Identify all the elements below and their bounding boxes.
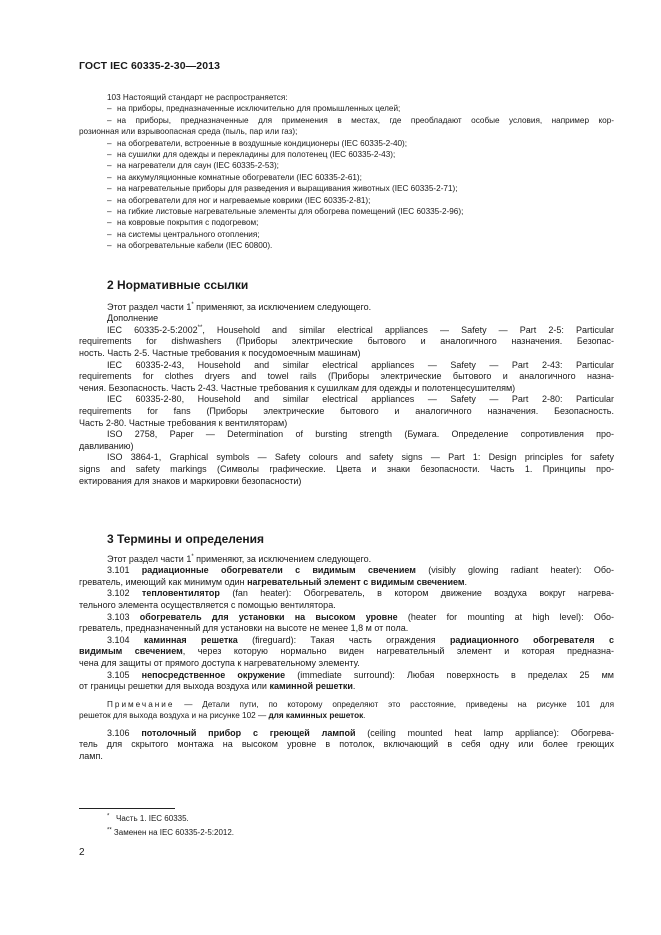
list-item: – на сушилки для одежды и перекладины для полотенец (IEC 60335-2-43); — [107, 150, 396, 160]
term-3-101: 3.101 радиационные обогреватели с видимым свечением (visibly glowing radiant heater): Обо- — [107, 565, 614, 576]
list-item: – на приборы, предназначенные для применения в местах, где преобладают особые условия, например кор- — [107, 115, 614, 125]
footnote: * Часть 1. IEC 60335. — [107, 813, 189, 823]
term-3-104: 3.104 каминная решетка (fireguard): Такая часть ограждения радиационного обогревателя с — [107, 634, 614, 645]
document-header: ГОСТ IEC 60335-2-30—2013 — [79, 60, 221, 72]
addition-label: Дополнение — [107, 313, 159, 324]
term-3-101-cont: греватель, имеющий как минимум один нагревательный элемент с видимым свечением. — [79, 576, 468, 587]
note: Примечание — Детали пути, по которому определяют это расстояние, приведены на рисунке 101 для — [107, 699, 614, 709]
term-3-105: 3.105 непосредственное окружение (immediate surround): Любая поверхность в пределах 25 мм — [107, 669, 614, 680]
list-item: – на гибкие листовые нагревательные элементы для обогрева помещений (IEC 60335-2-96); — [107, 207, 464, 217]
footnote: ** Заменен на IEC 60335-2-5:2012. — [107, 827, 235, 837]
list-item: – на нагревательные приборы для разведения и выращивания животных (IEC 60335-2-71); — [107, 184, 458, 194]
term-3-102: 3.102 тепловентилятор (fan heater): Обогреватель, в котором движение воздуха вокруг нагрева- — [107, 588, 614, 599]
section-2-intro: Этот раздел части 1* применяют, за исключением следующего. — [107, 301, 372, 312]
section-normative-references — [79, 280, 614, 487]
note-cont: решеток для выхода воздуха и на рисунке 102 — для каминных решеток. — [79, 711, 366, 721]
term-3-103-cont: греватель, предназначенный для установки на высоте не менее 1,8 м от пола. — [79, 623, 409, 634]
reference-item: ISO 3864-1, Graphical symbols — Safety colours and safety signs — Part 1: Design principles for safety — [107, 452, 614, 463]
term-3-105-cont: от границы решетки для выхода воздуха или каминной решетки. — [79, 681, 356, 692]
reference-item: IEC 60335-2-5:2002**, Household and similar electrical appliances — Safety — Part 2-5: Particular — [107, 324, 614, 335]
section-2-heading: 2 Нормативные ссылки — [107, 278, 249, 292]
term-3-106-cont: тель для скрытого монтажа на высоком уровне в потолок, включающий в себя одну или более греющих — [79, 739, 614, 750]
section-terms-definitions — [79, 534, 614, 763]
list-item-continuation: розионная или взрывоопасная среда (пыль, пар или газ); — [79, 127, 298, 137]
list-item: – на обогреватели, встроенные в воздушные кондиционеры (IEC 60335-2-40); — [107, 138, 408, 148]
reference-item: ность. Часть 2-5. Частные требования к посудомоечным машинам) — [79, 347, 361, 358]
term-3-106: 3.106 потолочный прибор с греющей лампой (ceiling mounted heat lamp appliance): Обогрева- — [107, 727, 614, 738]
list-item: – на приборы, предназначенные исключительно для промышленных целей; — [107, 104, 401, 114]
reference-item: requirements for fans (Приборы электрические бытового и аналогичного назначения. Безопасность. — [79, 405, 614, 416]
list-item: – на обогревательные кабели (IEC 60800). — [107, 241, 273, 251]
list-item: – на обогреватели для ног и нагреваемые коврики (IEC 60335-2-81); — [107, 195, 371, 205]
reference-item: signs and safety markings (Символы графические. Цвета и знаки безопасности. Часть 1. Принципы про- — [79, 463, 614, 474]
reference-item: ектирования для знаков и маркировки безопасности) — [79, 475, 302, 486]
term-3-102-cont: тельного элемента осуществляется с помощью вентилятора. — [79, 599, 336, 610]
list-item: – на системы центрального отопления; — [107, 229, 260, 239]
reference-item: Часть 2-80. Частные требования к вентиляторам) — [79, 417, 288, 428]
list-item: – на аккумуляционные комнатные обогреватели (IEC 60335-2-61); — [107, 172, 362, 182]
term-3-103: 3.103 обогреватель для установки на высоком уровне (heater for mounting at high level): Обо- — [107, 611, 615, 622]
term-3-104-cont: видимым свечением, через которую нормально виден нагревательный элемент и которая предназна- — [79, 646, 614, 657]
reference-item: чения. Безопасность. Часть 2-43. Частные требования к сушилкам для одежды и полотенцесушителям) — [79, 382, 516, 393]
section-3-heading: 3 Термины и определения — [107, 532, 265, 546]
term-3-104-cont: чена для защиты от прямого доступа к нагревательному элементу. — [79, 657, 360, 668]
scope-section — [79, 92, 614, 252]
scope-intro: 103 Настоящий стандарт не распространяется: — [107, 93, 288, 102]
page-number: 2 — [79, 847, 85, 858]
reference-item: ISO 2758, Paper — Determination of bursting strength (Бумага. Определение сопротивления про- — [107, 429, 614, 440]
list-item: – на нагреватели для саун (IEC 60335-2-53); — [107, 161, 279, 171]
list-item: – на ковровые покрытия с подогревом; — [107, 218, 259, 228]
section-3-intro: Этот раздел части 1* применяют, за исключением следующего. — [107, 553, 372, 564]
reference-item: IEC 60335-2-43, Household and similar electrical appliances — Safety — Part 2-43: Particular — [107, 359, 614, 370]
reference-item: давливанию) — [79, 440, 134, 451]
term-3-106-cont: ламп. — [79, 750, 103, 761]
reference-item: requirements for clothes dryers and towel rails (Приборы электрические бытового и аналогичного назна- — [79, 371, 614, 382]
footnote-divider — [79, 808, 175, 809]
reference-item: requirements for dishwashers (Приборы электрические бытового и аналогичного назначения. Безопас- — [79, 336, 614, 347]
reference-item: IEC 60335-2-80, Household and similar electrical appliances — Safety — Part 2-80: Particular — [107, 394, 614, 405]
